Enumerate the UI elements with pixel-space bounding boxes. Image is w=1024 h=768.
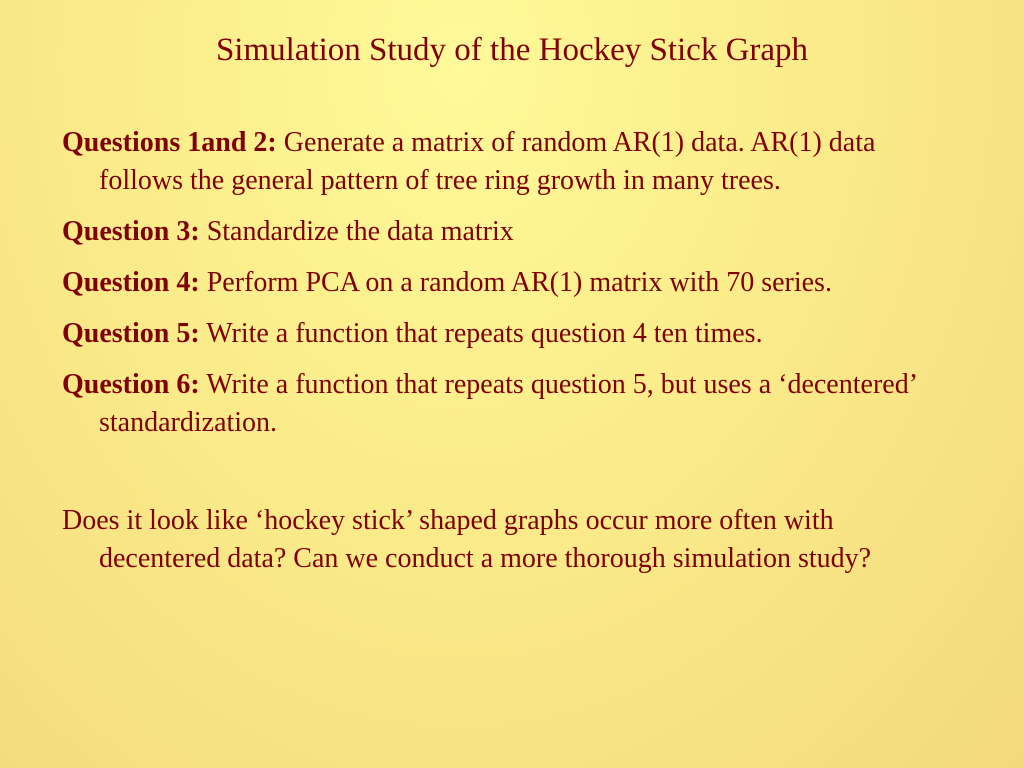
question-label: Question 3: [62, 216, 200, 247]
question-item-5 [62, 315, 942, 353]
question-label: Questions 1and 2: [62, 127, 277, 158]
question-item-6 [62, 366, 942, 442]
question-label: Question 4: [62, 267, 200, 298]
question-item-1-2 [62, 124, 942, 200]
slide-body [62, 124, 942, 591]
question-text: Write a function that repeats question 4 ten times. [206, 318, 763, 349]
question-label: Question 5: [62, 318, 200, 349]
question-text: Perform PCA on a random AR(1) matrix with 70 series. [206, 267, 832, 298]
closing-question: Does it look like ‘hockey stick’ shaped graphs occur more often with decentered data? Can we conduct a more thorough simulation study? [62, 505, 872, 574]
slide-title: Simulation Study of the Hockey Stick Graph [215, 32, 809, 68]
question-text: Write a function that repeats question 5, but uses a ‘decentered’ standardization. [99, 369, 916, 438]
question-label: Question 6: [62, 369, 200, 400]
question-text: Standardize the data matrix [206, 216, 514, 247]
question-item-4 [62, 264, 942, 302]
question-text: Generate a matrix of random AR(1) data. AR(1) data follows the general pattern of tree ring growth in many trees. [99, 127, 876, 196]
question-item-3 [62, 213, 942, 251]
